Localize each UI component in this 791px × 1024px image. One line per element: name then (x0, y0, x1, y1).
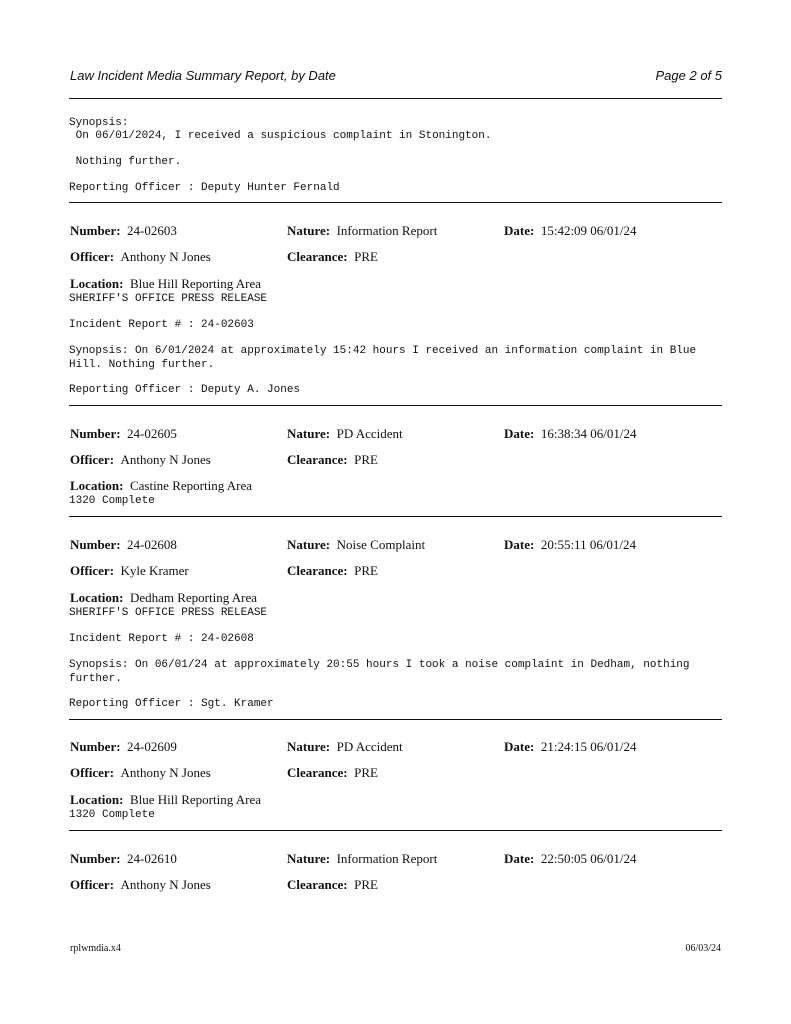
carryover-synopsis-line: On 06/01/2024, I received a suspicious complaint in Stonington. (69, 130, 492, 142)
incident-date: Date: 20:55:11 06/01/24 (504, 537, 637, 552)
incident-number-value: 24-02610 (127, 851, 177, 866)
carryover-synopsis-label: Synopsis: (69, 117, 129, 129)
incident-date: Date: 16:38:34 06/01/24 (504, 426, 637, 441)
incident-officer: Officer: Anthony N Jones (70, 877, 211, 892)
incident-number: Number: 24-02608 (70, 537, 177, 552)
incident-officer: Officer: Anthony N Jones (70, 765, 211, 780)
incident-officer: Officer: Anthony N Jones (70, 249, 211, 264)
incident-nature-value: Noise Complaint (336, 537, 426, 552)
footer-form-id: rplwmdia.x4 (70, 943, 121, 954)
incident-clearance: Clearance: PRE (287, 765, 378, 780)
incident-date-value: 16:38:34 06/01/24 (540, 426, 637, 441)
incident-officer-value: Anthony N Jones (120, 765, 211, 780)
incident-nature-value: Information Report (336, 851, 438, 866)
footer-print-date: 06/03/24 (685, 943, 721, 954)
report-title: Law Incident Media Summary Report, by Date (70, 68, 336, 83)
incident-nature: Nature: Noise Complaint (287, 537, 426, 552)
incident-location: Location: Blue Hill Reporting Area (70, 792, 262, 807)
carryover-synopsis-line: Nothing further. (69, 156, 182, 168)
incident-nature-value: PD Accident (336, 739, 403, 754)
incident-number-value: 24-02609 (127, 739, 177, 754)
incident-date-value: 15:42:09 06/01/24 (540, 223, 637, 238)
press-release-line: SHERIFF'S OFFICE PRESS RELEASE (69, 607, 268, 619)
incident-number-value: 24-02603 (127, 223, 177, 238)
incident-date: Date: 15:42:09 06/01/24 (504, 223, 637, 238)
section-divider (69, 516, 722, 517)
incident-report-line: Incident Report # : 24-02603 (69, 319, 254, 331)
incident-note: 1320 Complete (69, 809, 155, 821)
incident-clearance: Clearance: PRE (287, 563, 378, 578)
incident-clearance-value: PRE (354, 765, 378, 780)
incident-number: Number: 24-02609 (70, 739, 177, 754)
incident-location-value: Blue Hill Reporting Area (129, 792, 262, 807)
incident-nature: Nature: Information Report (287, 223, 438, 238)
incident-location: Location: Castine Reporting Area (70, 478, 252, 493)
carryover-reporting-officer: Reporting Officer : Deputy Hunter Fernald (69, 182, 340, 194)
incident-report-line: Incident Report # : 24-02608 (69, 633, 254, 645)
incident-clearance: Clearance: PRE (287, 249, 378, 264)
incident-synopsis: Synopsis: On 06/01/24 at approximately 20:55 hours I took a noise complaint in Dedham, nothing further. (69, 659, 697, 685)
incident-nature: Nature: PD Accident (287, 426, 403, 441)
incident-clearance-value: PRE (354, 452, 378, 467)
incident-date-value: 21:24:15 06/01/24 (540, 739, 637, 754)
incident-clearance: Clearance: PRE (287, 877, 378, 892)
incident-date: Date: 21:24:15 06/01/24 (504, 739, 637, 754)
header-divider (69, 98, 722, 99)
incident-location-value: Castine Reporting Area (129, 478, 252, 493)
incident-synopsis: Synopsis: On 6/01/2024 at approximately 15:42 hours I received an information complaint in Blue Hill. Nothing further. (69, 345, 703, 371)
incident-clearance-value: PRE (354, 563, 378, 578)
incident-note: 1320 Complete (69, 495, 155, 507)
incident-clearance-value: PRE (354, 249, 378, 264)
section-divider (69, 830, 722, 831)
section-divider (69, 405, 722, 406)
incident-officer-value: Anthony N Jones (120, 249, 211, 264)
reporting-officer-line: Reporting Officer : Deputy A. Jones (69, 384, 301, 396)
incident-officer: Officer: Anthony N Jones (70, 452, 211, 467)
incident-clearance-value: PRE (354, 877, 378, 892)
incident-number: Number: 24-02605 (70, 426, 177, 441)
incident-officer-value: Anthony N Jones (120, 452, 211, 467)
incident-officer: Officer: Kyle Kramer (70, 563, 189, 578)
incident-nature: Nature: Information Report (287, 851, 438, 866)
incident-date: Date: 22:50:05 06/01/24 (504, 851, 637, 866)
incident-nature-value: PD Accident (336, 426, 403, 441)
incident-officer-value: Kyle Kramer (120, 563, 189, 578)
incident-date-value: 20:55:11 06/01/24 (540, 537, 637, 552)
incident-location-value: Dedham Reporting Area (129, 590, 258, 605)
incident-number: Number: 24-02603 (70, 223, 177, 238)
incident-nature-value: Information Report (336, 223, 438, 238)
reporting-officer-line: Reporting Officer : Sgt. Kramer (69, 698, 274, 710)
incident-nature: Nature: PD Accident (287, 739, 403, 754)
incident-number-value: 24-02605 (127, 426, 177, 441)
incident-clearance: Clearance: PRE (287, 452, 378, 467)
section-divider (69, 202, 722, 203)
incident-location: Location: Dedham Reporting Area (70, 590, 258, 605)
incident-location-value: Blue Hill Reporting Area (129, 276, 262, 291)
incident-number-value: 24-02608 (127, 537, 177, 552)
incident-officer-value: Anthony N Jones (120, 877, 211, 892)
page-indicator: Page 2 of 5 (655, 68, 722, 83)
incident-location: Location: Blue Hill Reporting Area (70, 276, 262, 291)
incident-number: Number: 24-02610 (70, 851, 177, 866)
section-divider (69, 719, 722, 720)
incident-date-value: 22:50:05 06/01/24 (540, 851, 637, 866)
press-release-line: SHERIFF'S OFFICE PRESS RELEASE (69, 293, 268, 305)
